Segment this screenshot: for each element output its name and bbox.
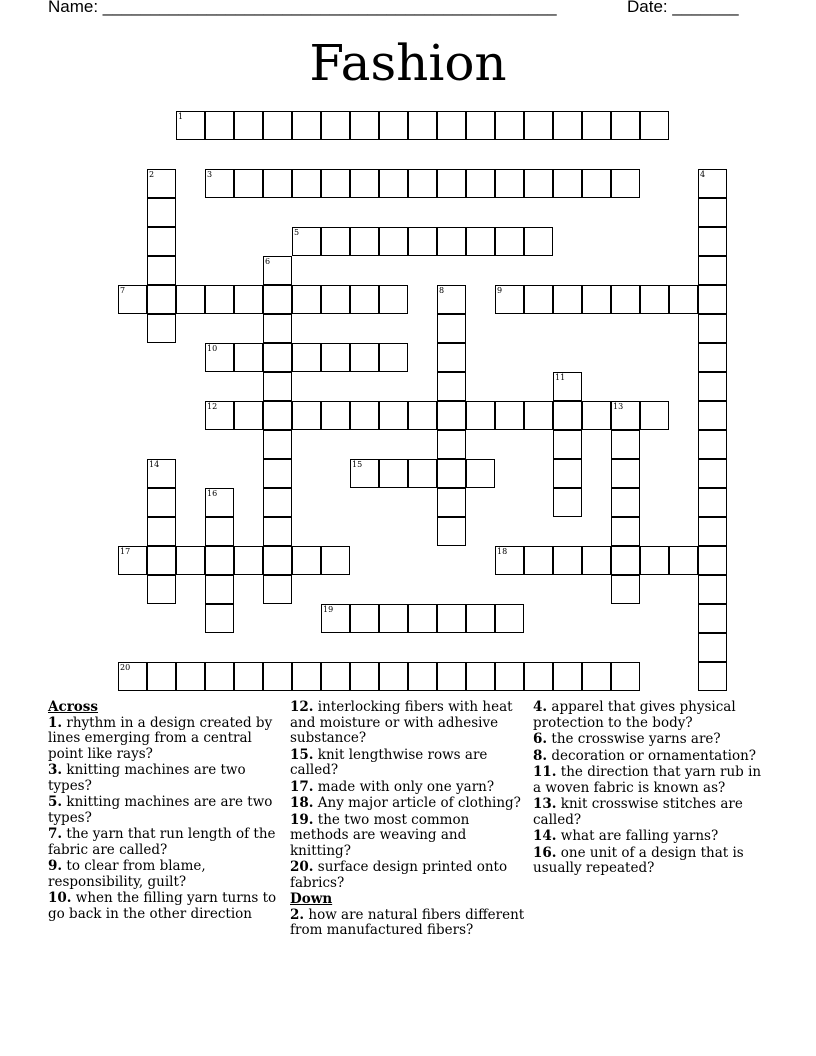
crossword-cell[interactable] (263, 488, 292, 517)
cell-number: 11 (555, 373, 566, 382)
clue-down-16: 16. one unit of a design that is usually repeated? (533, 844, 744, 876)
crossword-cell[interactable] (379, 169, 408, 198)
crossword-cell[interactable] (234, 662, 263, 691)
crossword-cell[interactable] (234, 401, 263, 430)
crossword-cell[interactable] (437, 459, 466, 488)
crossword-cell[interactable] (147, 169, 176, 198)
crossword-cell[interactable] (698, 430, 727, 459)
crossword-cell[interactable] (698, 633, 727, 662)
clue-across-18: 18. Any major article of clothing? (290, 795, 521, 811)
crossword-cell[interactable] (147, 198, 176, 227)
crossword-cell[interactable] (437, 430, 466, 459)
crossword-cell[interactable] (582, 169, 611, 198)
crossword-cell[interactable] (350, 459, 379, 488)
cell-number: 5 (294, 228, 300, 237)
crossword-cell[interactable] (263, 314, 292, 343)
clue-down-4: 4. apparel that gives physical protection to the body? (533, 699, 736, 731)
crossword-cell[interactable] (321, 285, 350, 314)
crossword-cell[interactable] (611, 111, 640, 140)
crossword-cell[interactable] (698, 227, 727, 256)
cell-number: 14 (149, 460, 160, 469)
crossword-cell[interactable] (321, 343, 350, 372)
down-heading: Down (290, 891, 333, 907)
crossword-cell[interactable] (553, 488, 582, 517)
clue-down-8: 8. decoration or ornamentation? (533, 747, 757, 764)
crossword-cell[interactable] (205, 488, 234, 517)
cell-number: 7 (120, 286, 126, 295)
crossword-cell[interactable] (553, 285, 582, 314)
crossword-cell[interactable] (611, 488, 640, 517)
crossword-cell[interactable] (611, 546, 640, 575)
clue-down-11: 11. the direction that yarn rub in a woven fabric is known as? (533, 764, 762, 796)
crossword-cell[interactable] (408, 604, 437, 633)
crossword-cell[interactable] (263, 430, 292, 459)
clues-column-3 (533, 700, 763, 878)
crossword-cell[interactable] (321, 111, 350, 140)
crossword-cell[interactable] (640, 111, 669, 140)
crossword-cell[interactable] (524, 169, 553, 198)
crossword-cell[interactable] (234, 546, 263, 575)
crossword-cell[interactable] (466, 227, 495, 256)
crossword-cell[interactable] (263, 111, 292, 140)
crossword-cell[interactable] (234, 285, 263, 314)
crossword-cell[interactable] (524, 401, 553, 430)
crossword-cell[interactable] (611, 459, 640, 488)
cell-number: 1 (178, 112, 184, 121)
crossword-cell[interactable] (350, 401, 379, 430)
crossword-cell[interactable] (582, 111, 611, 140)
crossword-cell[interactable] (292, 401, 321, 430)
cell-number: 6 (265, 257, 271, 266)
crossword-cell[interactable] (698, 662, 727, 691)
crossword-cell[interactable] (669, 285, 698, 314)
clue-down-14: 14. what are falling yarns? (533, 828, 719, 844)
clue-down-2: 2. how are natural fibers different from manufactured fibers? (290, 906, 525, 938)
crossword-cell[interactable] (379, 285, 408, 314)
crossword-cell[interactable] (147, 256, 176, 285)
crossword-cell[interactable] (205, 111, 234, 140)
crossword-cell[interactable] (205, 662, 234, 691)
crossword-cell[interactable] (408, 459, 437, 488)
crossword-cell[interactable] (495, 662, 524, 691)
clue-across-3: 3. knitting machines are two types? (48, 762, 246, 794)
across-heading: Across (48, 699, 99, 715)
crossword-cell[interactable] (205, 575, 234, 604)
date-field-label[interactable]: Date: _______ (627, 0, 739, 16)
crossword-cell[interactable] (553, 401, 582, 430)
crossword-cell[interactable] (524, 546, 553, 575)
crossword-cell[interactable] (698, 285, 727, 314)
crossword-cell[interactable] (350, 662, 379, 691)
cell-number: 18 (497, 547, 508, 556)
crossword-cell[interactable] (321, 401, 350, 430)
crossword-cell[interactable] (437, 343, 466, 372)
crossword-cell[interactable] (698, 314, 727, 343)
cell-number: 8 (439, 286, 445, 295)
crossword-cell[interactable] (669, 546, 698, 575)
crossword-cell[interactable] (147, 285, 176, 314)
crossword-cell[interactable] (292, 546, 321, 575)
crossword-cell[interactable] (611, 285, 640, 314)
crossword-cell[interactable] (350, 285, 379, 314)
crossword-cell[interactable] (234, 169, 263, 198)
crossword-cell[interactable] (495, 604, 524, 633)
crossword-cell[interactable] (350, 227, 379, 256)
crossword-cell[interactable] (118, 285, 147, 314)
crossword-cell[interactable] (582, 662, 611, 691)
crossword-cell[interactable] (408, 662, 437, 691)
crossword-cell[interactable] (553, 430, 582, 459)
crossword-cell[interactable] (350, 604, 379, 633)
crossword-cell[interactable] (263, 575, 292, 604)
crossword-cell[interactable] (205, 343, 234, 372)
crossword-cell[interactable] (205, 517, 234, 546)
cell-number: 12 (207, 402, 218, 411)
crossword-cell[interactable] (379, 343, 408, 372)
crossword-cell[interactable] (263, 285, 292, 314)
crossword-cell[interactable] (495, 285, 524, 314)
crossword-cell[interactable] (263, 256, 292, 285)
crossword-cell[interactable] (379, 401, 408, 430)
clue-across-17: 17. made with only one yarn? (290, 778, 495, 795)
clue-across-15: 15. knit lengthwise rows are called? (290, 746, 488, 778)
crossword-cell[interactable] (147, 546, 176, 575)
crossword-cell[interactable] (321, 604, 350, 633)
crossword-cell[interactable] (611, 662, 640, 691)
crossword-cell[interactable] (292, 169, 321, 198)
crossword-cell[interactable] (437, 517, 466, 546)
crossword-cell[interactable] (379, 459, 408, 488)
crossword-cell[interactable] (147, 517, 176, 546)
crossword-cell[interactable] (698, 198, 727, 227)
crossword-cell[interactable] (698, 372, 727, 401)
crossword-cell[interactable] (263, 546, 292, 575)
crossword-cell[interactable] (205, 401, 234, 430)
crossword-cell[interactable] (611, 401, 640, 430)
crossword-cell[interactable] (640, 401, 669, 430)
crossword-cell[interactable] (263, 343, 292, 372)
name-field-label[interactable]: Name: ________________________________________________ (48, 0, 557, 16)
cell-number: 17 (120, 547, 131, 556)
crossword-cell[interactable] (147, 575, 176, 604)
clue-down-6: 6. the crosswise yarns are? (533, 731, 721, 747)
cell-number: 13 (613, 402, 624, 411)
cell-number: 20 (120, 663, 131, 672)
crossword-cell[interactable] (524, 662, 553, 691)
crossword-cell[interactable] (321, 169, 350, 198)
clue-across-10: 10. when the filling yarn turns to go back in the other direction (48, 890, 277, 922)
crossword-cell[interactable] (698, 256, 727, 285)
crossword-cell[interactable] (379, 227, 408, 256)
crossword-cell[interactable] (205, 546, 234, 575)
crossword-cell[interactable] (437, 227, 466, 256)
crossword-cell[interactable] (611, 517, 640, 546)
crossword-cell[interactable] (553, 111, 582, 140)
crossword-cell[interactable] (437, 314, 466, 343)
crossword-cell[interactable] (292, 343, 321, 372)
crossword-cell[interactable] (495, 111, 524, 140)
crossword-cell[interactable] (437, 372, 466, 401)
crossword-cell[interactable] (437, 662, 466, 691)
crossword-cell[interactable] (292, 227, 321, 256)
crossword-cell[interactable] (408, 169, 437, 198)
crossword-cell[interactable] (176, 546, 205, 575)
crossword-cell[interactable] (118, 546, 147, 575)
crossword-cell[interactable] (553, 459, 582, 488)
crossword-cell[interactable] (292, 285, 321, 314)
cell-number: 4 (700, 170, 706, 179)
crossword-cell[interactable] (147, 488, 176, 517)
crossword-cell[interactable] (582, 401, 611, 430)
crossword-cell[interactable] (698, 575, 727, 604)
clue-across-7: 7. the yarn that run length of the fabric are called? (48, 826, 276, 858)
crossword-cell[interactable] (350, 343, 379, 372)
cell-number: 9 (497, 286, 503, 295)
clues-column-1 (48, 700, 284, 923)
crossword-cell[interactable] (350, 169, 379, 198)
crossword-cell[interactable] (698, 604, 727, 633)
crossword-cell[interactable] (437, 604, 466, 633)
crossword-cell[interactable] (466, 401, 495, 430)
crossword-cell[interactable] (263, 401, 292, 430)
clues-column-2 (290, 700, 526, 940)
crossword-cell[interactable] (437, 488, 466, 517)
crossword-cell[interactable] (553, 372, 582, 401)
crossword-cell[interactable] (292, 662, 321, 691)
crossword-cell[interactable] (698, 517, 727, 546)
crossword-cell[interactable] (640, 285, 669, 314)
crossword-cell[interactable] (234, 111, 263, 140)
clue-down-13: 13. knit crosswise stitches are called? (533, 796, 743, 828)
crossword-cell[interactable] (611, 169, 640, 198)
cell-number: 19 (323, 605, 334, 614)
crossword-cell[interactable] (379, 662, 408, 691)
crossword-cell[interactable] (524, 285, 553, 314)
crossword-cell[interactable] (147, 314, 176, 343)
crossword-cell[interactable] (553, 662, 582, 691)
crossword-cell[interactable] (437, 111, 466, 140)
crossword-cell[interactable] (495, 227, 524, 256)
clue-across-20: 20. surface design printed onto fabrics? (290, 859, 508, 891)
cell-number: 10 (207, 344, 218, 353)
crossword-cell[interactable] (698, 546, 727, 575)
crossword-cell[interactable] (495, 546, 524, 575)
crossword-cell[interactable] (292, 111, 321, 140)
clue-across-19: 19. the two most common methods are weaving and knitting? (290, 811, 470, 859)
crossword-cell[interactable] (321, 662, 350, 691)
crossword-cell[interactable] (698, 169, 727, 198)
crossword-cell[interactable] (205, 604, 234, 633)
crossword-cell[interactable] (437, 285, 466, 314)
crossword-cell[interactable] (698, 459, 727, 488)
crossword-cell[interactable] (437, 169, 466, 198)
clue-across-12: 12. interlocking fibers with heat and moisture or with adhesive substance? (290, 699, 513, 746)
cell-number: 15 (352, 460, 363, 469)
cell-number: 2 (149, 170, 155, 179)
crossword-cell[interactable] (698, 488, 727, 517)
crossword-cell[interactable] (524, 111, 553, 140)
crossword-cell[interactable] (147, 662, 176, 691)
crossword-cell[interactable] (466, 459, 495, 488)
crossword-cell[interactable] (321, 227, 350, 256)
clue-across-9: 9. to clear from blame, responsibility, guilt? (48, 858, 206, 890)
cell-number: 3 (207, 170, 213, 179)
crossword-cell[interactable] (321, 546, 350, 575)
crossword-cell[interactable] (466, 662, 495, 691)
crossword-cell[interactable] (147, 459, 176, 488)
crossword-cell[interactable] (408, 401, 437, 430)
crossword-cell[interactable] (147, 227, 176, 256)
crossword-cell[interactable] (524, 227, 553, 256)
crossword-cell[interactable] (495, 401, 524, 430)
cell-number: 16 (207, 489, 218, 498)
crossword-cell[interactable] (263, 372, 292, 401)
crossword-cell[interactable] (553, 546, 582, 575)
clue-across-5: 5. knitting machines are are two types? (48, 794, 273, 826)
page-title: Fashion (309, 34, 507, 92)
crossword-cell[interactable] (582, 285, 611, 314)
crossword-cell[interactable] (698, 343, 727, 372)
crossword-cell[interactable] (640, 546, 669, 575)
crossword-cell[interactable] (263, 459, 292, 488)
crossword-cell[interactable] (379, 604, 408, 633)
crossword-cell[interactable] (466, 169, 495, 198)
crossword-cell[interactable] (611, 430, 640, 459)
crossword-cell[interactable] (176, 285, 205, 314)
crossword-cell[interactable] (263, 517, 292, 546)
crossword-cell[interactable] (611, 575, 640, 604)
crossword-cell[interactable] (205, 285, 234, 314)
crossword-cell[interactable] (263, 662, 292, 691)
crossword-cell[interactable] (379, 111, 408, 140)
crossword-cell[interactable] (176, 662, 205, 691)
crossword-cell[interactable] (466, 604, 495, 633)
crossword-cell[interactable] (263, 169, 292, 198)
crossword-cell[interactable] (495, 169, 524, 198)
crossword-cell[interactable] (408, 111, 437, 140)
crossword-cell[interactable] (176, 111, 205, 140)
crossword-cell[interactable] (118, 662, 147, 691)
crossword-cell[interactable] (234, 343, 263, 372)
crossword-cell[interactable] (698, 401, 727, 430)
crossword-cell[interactable] (437, 401, 466, 430)
crossword-cell[interactable] (350, 111, 379, 140)
clue-across-1: 1. rhythm in a design created by lines emerging from a central point like rays? (48, 714, 273, 762)
crossword-cell[interactable] (205, 169, 234, 198)
crossword-cell[interactable] (553, 169, 582, 198)
crossword-cell[interactable] (408, 227, 437, 256)
crossword-cell[interactable] (466, 111, 495, 140)
crossword-cell[interactable] (582, 546, 611, 575)
